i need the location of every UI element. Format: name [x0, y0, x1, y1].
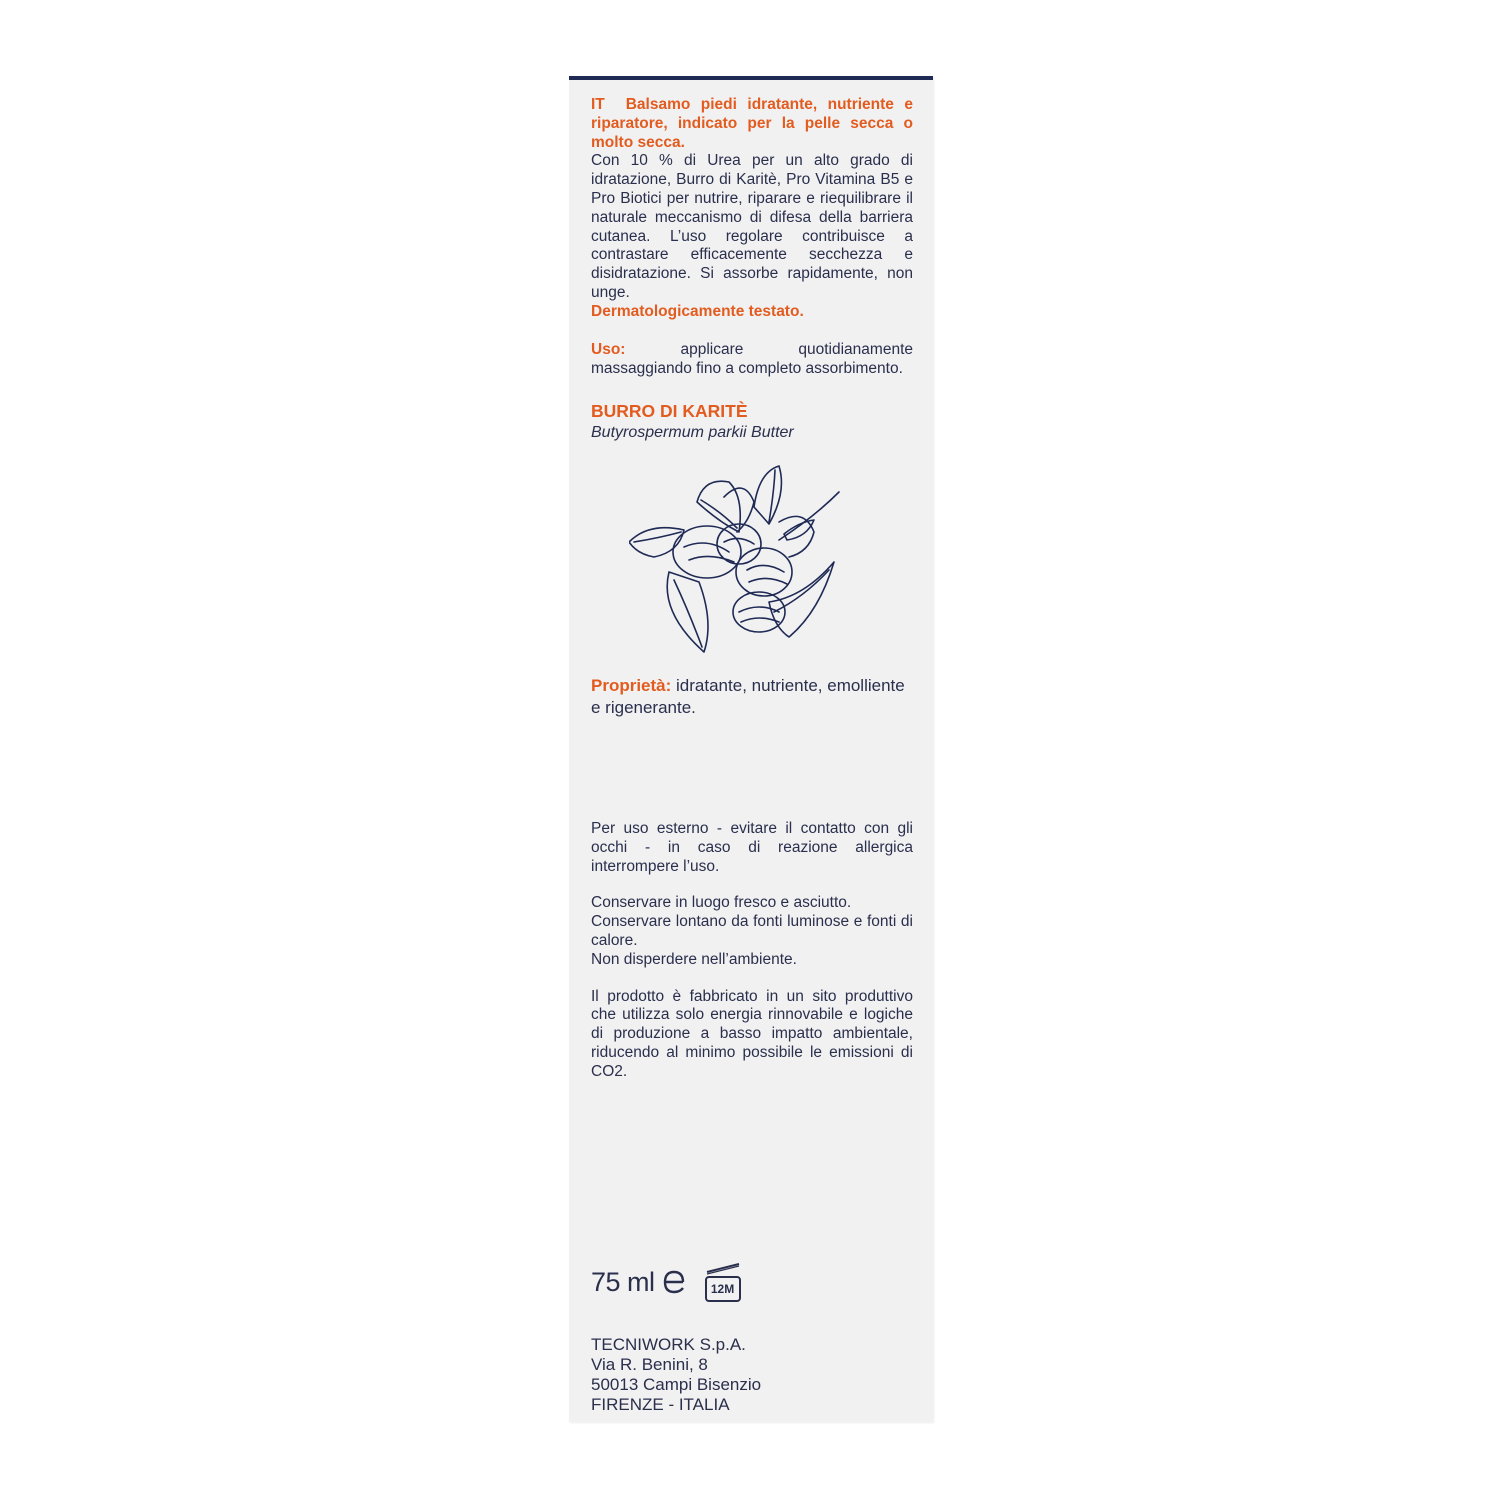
product-box-side-panel — [569, 76, 933, 1422]
volume-amount: 75 ml — [591, 1266, 655, 1297]
warnings-section — [591, 820, 913, 1082]
ingredient-name: BURRO DI KARITÈ — [591, 401, 748, 421]
shea-branch-illustration — [629, 462, 849, 662]
manufacturer-address — [591, 1335, 761, 1415]
ingredient-section — [591, 400, 913, 444]
manufacturer-name: TECNIWORK S.p.A. — [591, 1335, 746, 1354]
product-description: Con 10 % di Urea per un alto grado di idratazione, Burro di Karitè, Pro Vitamina B5 e Pro Biotici per nutrire, riparare e riequilibrare il naturale meccanismo di difesa della barriera cutanea. L’uso regolare contribuisce a contrastare efficacemente secchezza e disidratazione. Si assorbe rapidamente, non unge. — [591, 152, 913, 301]
usage-section — [591, 341, 913, 379]
manufacturer-city: 50013 Campi Bisenzio — [591, 1375, 762, 1394]
dermatology-claim: Dermatologicamente testato. — [591, 302, 804, 320]
language-code: IT — [591, 96, 605, 113]
volume-row — [591, 1260, 743, 1304]
properties-label: Proprietà: — [591, 676, 672, 695]
manufacturer-street: Via R. Benini, 8 — [591, 1355, 708, 1374]
ingredient-latin-name: Butyrospermum parkii Butter — [591, 424, 794, 441]
estimated-e-icon — [661, 1268, 687, 1296]
open-jar-icon — [703, 1260, 743, 1304]
usage-label: Uso: — [591, 341, 626, 358]
external-use-warning: Per uso esterno - evitare il contatto con gli occhi - in caso di reazione allergica interrompere l’uso. — [591, 820, 913, 875]
usage-text: applicare quotidianamente massaggiando fino a completo assorbimento. — [591, 341, 913, 377]
intro-headline — [591, 96, 913, 152]
pao-label: 12M — [710, 1282, 735, 1296]
properties-section — [591, 675, 911, 719]
intro-section — [591, 96, 913, 322]
storage-instruction-1: Conservare in luogo fresco e asciutto. — [591, 894, 852, 912]
sustainability-statement: Il prodotto è fabbricato in un sito produttivo che utilizza solo energia rinnovabile e logiche di produzione a basso impatto ambientale, riducendo al minimo possibile le emissioni di CO2. — [591, 987, 913, 1080]
manufacturer-region: FIRENZE - ITALIA — [591, 1395, 730, 1414]
disposal-instruction: Non disperdere nell’ambiente. — [591, 950, 797, 968]
product-headline: Balsamo piedi idratante, nutriente e riparatore, indicato per la pelle secca o molto secca. — [591, 96, 913, 151]
properties-text: idratante, nutriente, emolliente e rigenerante. — [591, 676, 905, 717]
storage-instruction-2: Conservare lontano da fonti luminose e fonti di calore. — [591, 913, 913, 949]
